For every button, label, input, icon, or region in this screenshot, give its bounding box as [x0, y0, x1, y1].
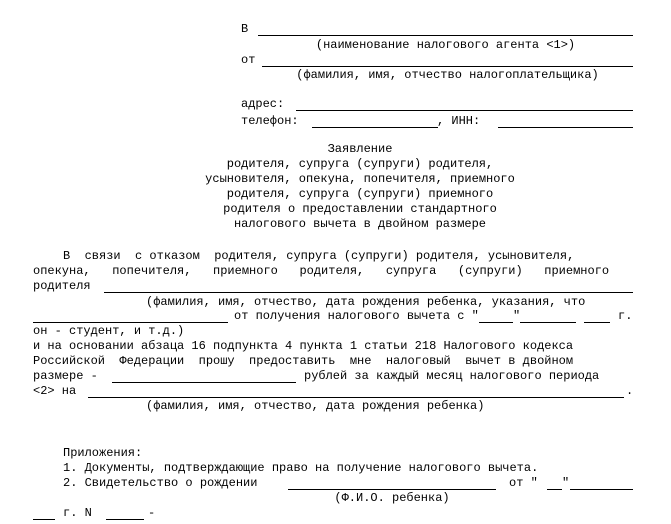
attachment-quote: "	[562, 476, 570, 490]
basis-line-1: и на основании абзаца 16 подпункта 4 пункта 1 статьи 218 Налогового кодекса	[33, 339, 574, 353]
basis-line-2: Российской Федерации прошу предоставить мне налоговый вычет в двойном	[33, 354, 574, 368]
title-line-2: родителя, супруга (супруги) родителя,	[226, 157, 494, 171]
title-line-1: Заявление	[327, 142, 393, 156]
child-details-field[interactable]	[104, 292, 633, 293]
body-line-1: В связи с отказом родителя, супруга (супруги) родителя, усыновителя,	[63, 249, 575, 263]
taxpayer-name-field[interactable]	[262, 66, 633, 67]
since-year-suffix: г.	[618, 309, 633, 323]
address-field[interactable]	[296, 110, 633, 111]
birth-cert-day-field[interactable]	[547, 489, 562, 490]
inn-label: , ИНН:	[437, 114, 481, 128]
attachment-item-1: 1. Документы, подтверждающие право на получение налогового вычета.	[63, 461, 539, 475]
body-line-3: родителя	[33, 279, 91, 293]
since-quote: "	[513, 309, 521, 323]
phone-label: телефон:	[241, 114, 299, 128]
from-prefix: от	[241, 53, 256, 67]
birth-cert-child-field[interactable]	[288, 489, 496, 490]
amount-prefix: размере -	[33, 369, 98, 383]
phone-field[interactable]	[312, 127, 438, 128]
attachment-from: от "	[509, 476, 538, 490]
child-caption: (фамилия, имя, отчество, дата рождения ребенка, указания, что	[146, 295, 586, 309]
title-line-3: усыновителя, опекуна, попечителя, приемного	[205, 172, 515, 186]
trailing-dash: -	[148, 506, 156, 520]
since-month-field[interactable]	[520, 322, 576, 323]
birth-cert-year-field[interactable]	[33, 519, 55, 520]
to-prefix: В	[241, 22, 249, 36]
fio-caption: (Ф.И.О. ребенка)	[334, 491, 450, 505]
title-line-4: родителя, супруга (супруги) приемного	[226, 187, 494, 201]
agent-name-field[interactable]	[258, 35, 633, 36]
period-end: .	[626, 384, 634, 398]
year-number-label: г. N	[63, 506, 92, 520]
address-label: адрес:	[241, 97, 285, 111]
taxpayer-caption: (фамилия, имя, отчество налогоплательщика)	[296, 68, 599, 82]
since-text: от получения налогового вычета с "	[234, 309, 479, 323]
child-caption-2: (фамилия, имя, отчество, дата рождения ребенка)	[146, 399, 485, 413]
agent-caption: (наименование налогового агента <1>)	[315, 38, 576, 52]
period-child-field[interactable]	[88, 397, 624, 398]
since-year-field[interactable]	[584, 322, 610, 323]
since-day-field[interactable]	[479, 322, 513, 323]
inn-field[interactable]	[498, 127, 633, 128]
period-prefix: <2> на	[33, 384, 77, 398]
body-line-2: опекуна, попечителя, приемного родителя, супруга (супруги) приемного	[33, 264, 610, 278]
attachment-item-2: 2. Свидетельство о рождении	[63, 476, 258, 490]
amount-field[interactable]	[112, 382, 296, 383]
student-text: он - студент, и т.д.)	[33, 324, 185, 338]
child-details-field-2[interactable]	[33, 322, 228, 323]
attachments-heading: Приложения:	[63, 446, 143, 460]
title-line-5: родителя о предоставлении стандартного	[223, 202, 497, 216]
title-line-6: налогового вычета в двойном размере	[233, 217, 487, 231]
amount-suffix: рублей за каждый месяц налогового периода	[304, 369, 600, 383]
birth-cert-number-field[interactable]	[106, 519, 144, 520]
birth-cert-month-field[interactable]	[570, 489, 633, 490]
